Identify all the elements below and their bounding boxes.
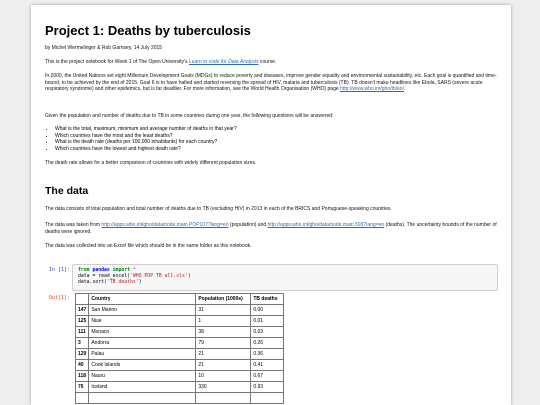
- row-index: 129: [76, 349, 89, 360]
- data-source-text-mid: (population) and: [228, 222, 268, 228]
- cell-country: Niue: [89, 316, 196, 327]
- table-row: [76, 338, 284, 349]
- cell-population: [196, 393, 251, 404]
- table-row: [76, 349, 284, 360]
- row-index: 40: [76, 360, 89, 371]
- row-index: 147: [76, 305, 89, 316]
- list-item: • Which countries have the lowest and highest death rate?: [55, 146, 497, 153]
- code-string: 'WHO POP TB all.xls': [129, 274, 188, 280]
- death-rate-paragraph: The death rate allows for a better comparison of countries with widely different population sizes.: [45, 160, 257, 166]
- cell-country: Iceland: [89, 382, 196, 393]
- byline: by Michel Wermelinger & Rob Garnsey, 14 July 2015: [45, 45, 163, 51]
- code-text: data = read_excel(: [78, 274, 130, 280]
- cell-tb-deaths: 0.67: [251, 371, 284, 382]
- notebook-title: Project 1: Deaths by tuberculosis: [45, 23, 251, 38]
- cell-population: 79: [196, 338, 251, 349]
- code-cell[interactable]: [72, 264, 498, 291]
- cell-tb-deaths: 0.26: [251, 338, 284, 349]
- cell-country: Palau: [89, 349, 196, 360]
- data-source-text: The data was taken from: [45, 222, 102, 228]
- cell-population: 10: [196, 371, 251, 382]
- cell-country: Nauru: [89, 371, 196, 382]
- list-item: • What is the death rate (deaths per 100,000 inhabitants) for each country?: [55, 139, 497, 146]
- code-keyword: from: [78, 268, 90, 273]
- table-row: [76, 360, 284, 371]
- cell-tb-deaths: 0.41: [251, 360, 284, 371]
- output-prompt: Out[1]:: [48, 295, 70, 301]
- cell-population: 38: [196, 327, 251, 338]
- data-paragraph-2: [45, 222, 497, 235]
- mdg-text-end: .: [403, 86, 406, 93]
- cell-country: Andorra: [89, 338, 196, 349]
- course-link[interactable]: Learn to code for Data Analysis: [188, 59, 259, 65]
- column-header-index: [76, 294, 89, 305]
- cell-tb-deaths: [251, 393, 284, 404]
- who-population-link[interactable]: http://apps.who.int/gho/data/node.main.POP107?lang=en: [101, 222, 229, 228]
- cell-population: 1: [196, 316, 251, 327]
- row-index: [76, 393, 89, 404]
- intro-text: This is the project notebook for Week 1 of The Open University's: [45, 59, 189, 65]
- cell-population: 330: [196, 382, 251, 393]
- table-header-row: [76, 294, 284, 305]
- mdg-text: In 2000, the United Nations set eight Millenium Development Goals (MDGs) to reduce poverty and diseases, improve gender equality and environmental sustainability, etc. Each goal is quantified and time-bound, to be achieved by the end of 2015. Goal 6 is to have halted and started reversing the spread of HIV, malaria and tuberculosis (TB). TB doesn't make headlines like Ebola, SARS (severe acute respiratory syndrome) and other epidemics, but is far deadlier. For more information, see the World Health Organisation (WHO) page: [45, 73, 497, 93]
- who-deaths-link[interactable]: http://apps.who.int/gho/data/node.main.593?lang=en: [267, 222, 385, 228]
- intro-text-end: course.: [258, 59, 277, 65]
- list-item: • What is the total, maximum, minimum and average number of deaths in that year?: [55, 126, 497, 133]
- code-text: data.sort(: [78, 280, 107, 286]
- table-row: [76, 393, 284, 404]
- data-paragraph-3: The data was collected into an Excel file which should be in the same folder as this notebook.: [45, 243, 252, 249]
- row-index: 3: [76, 338, 89, 349]
- cell-tb-deaths: 0.00: [251, 305, 284, 316]
- column-header-population: Population (1000s): [196, 294, 251, 305]
- cell-country: Monaco: [89, 327, 196, 338]
- cell-tb-deaths: 0.36: [251, 349, 284, 360]
- code-keyword: import: [112, 268, 130, 273]
- cell-country: Cook Islands: [89, 360, 196, 371]
- cell-country: [89, 393, 196, 404]
- who-tb-link[interactable]: http://www.who.int/gho/tb/en/: [340, 86, 404, 93]
- table-row: [76, 371, 284, 382]
- row-index: 76: [76, 382, 89, 393]
- cell-tb-deaths: 0.03: [251, 327, 284, 338]
- code-operator: *: [132, 268, 136, 273]
- intro-paragraph: [45, 59, 497, 66]
- questions-intro: Given the population and number of deaths due to TB in some countries during one year, the following questions will be answered:: [45, 113, 334, 119]
- code-text: ): [138, 280, 142, 286]
- input-prompt: In [1]:: [48, 267, 70, 273]
- row-index: 125: [76, 316, 89, 327]
- cell-population: 21: [196, 360, 251, 371]
- data-paragraph-1: The data consists of total population and total number of deaths due to TB (excluding HIV) in 2013 in each of the BRICS and Portuguese-speaking countries.: [45, 206, 392, 212]
- table-row: [76, 382, 284, 393]
- list-item: • Which countries have the most and the least deaths?: [55, 133, 497, 140]
- table-row: [76, 327, 284, 338]
- dataframe-output: [75, 293, 284, 404]
- section-heading-data: The data: [45, 185, 89, 197]
- column-header-tb-deaths: TB deaths: [251, 294, 284, 305]
- cell-population: 31: [196, 305, 251, 316]
- row-index: 118: [76, 371, 89, 382]
- row-index: 111: [76, 327, 89, 338]
- cell-tb-deaths: 0.01: [251, 316, 284, 327]
- code-string: 'TB deaths': [106, 280, 139, 286]
- data-source-text-end: (deaths). The uncertainty bounds of the number of deaths were ignored.: [45, 222, 497, 235]
- code-text: ): [187, 274, 191, 280]
- questions-list: [45, 126, 497, 152]
- column-header-country: Country: [89, 294, 196, 305]
- cell-country: San Marino: [89, 305, 196, 316]
- cell-population: 21: [196, 349, 251, 360]
- mdg-paragraph: [45, 73, 497, 93]
- code-module: pandas: [92, 268, 110, 273]
- cell-tb-deaths: 0.93: [251, 382, 284, 393]
- table-row: [76, 316, 284, 327]
- table-row: [76, 305, 284, 316]
